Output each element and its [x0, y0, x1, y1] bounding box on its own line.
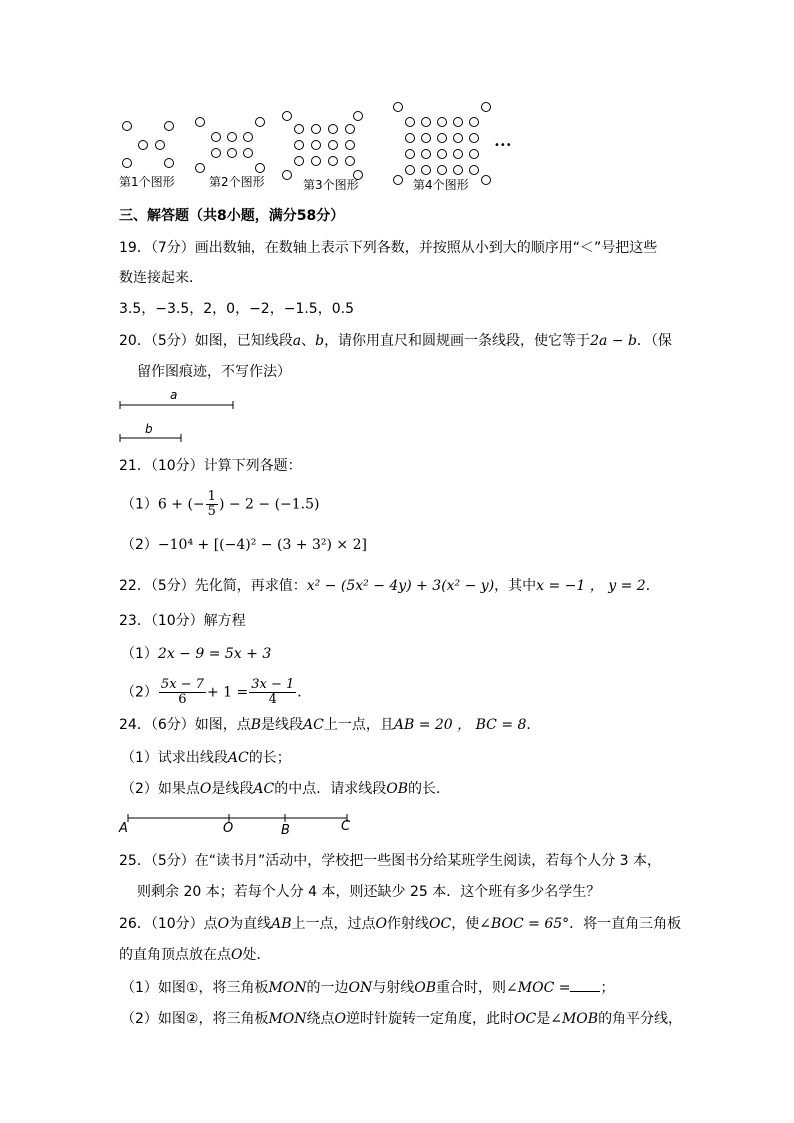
q26-part1	[121, 977, 614, 998]
pattern-dot	[312, 157, 321, 166]
q26-O3: O	[231, 947, 243, 963]
q26-p2-c: 逆时针旋转一定角度，此时	[346, 1011, 515, 1027]
q26-line2a: 的直角顶点放在点	[119, 947, 231, 963]
q26-part2	[121, 1009, 682, 1029]
q21-part1	[121, 490, 320, 519]
q20-expr: 2a − b	[590, 333, 637, 349]
q26-OC: OC	[429, 916, 452, 932]
pattern-dot	[156, 141, 165, 150]
q22-cond: x = −1 ， y = 2	[536, 578, 646, 594]
q25-line1: 25．（5分）在“读书月”活动中，学校把一些图书分给某班学生阅读，若每个人分 3 本，	[119, 853, 662, 869]
pattern-dot	[454, 118, 463, 127]
pattern-dot	[438, 150, 447, 159]
q23-p1-expr: 2x − 9 = 5x + 3	[157, 646, 272, 662]
q21-part2	[121, 535, 367, 555]
pattern-dot	[228, 133, 237, 142]
point-C-label: C	[341, 819, 351, 834]
q23-line: 23．（10分）解方程	[119, 613, 246, 629]
q21-p1-num: 1	[207, 489, 216, 504]
q26-O2: O	[375, 916, 388, 932]
q26-p2-OC: OC	[514, 1011, 537, 1027]
q26-AB: AB	[271, 916, 292, 932]
pattern-dot	[422, 118, 431, 127]
q20-text-b: ，请你用直尺和圆规画一条线段，使它等于	[324, 333, 591, 349]
q20-text-c: ．（保	[636, 333, 672, 349]
q26-p1-a: （1）如图①，将三角板	[121, 980, 269, 996]
pattern-dot	[354, 112, 363, 121]
pattern-dot	[422, 150, 431, 159]
pattern-dot	[212, 149, 221, 158]
q26-p2-e: 的角平分线，	[598, 1011, 683, 1027]
q19-numbers: 3.5，−3.5，2，0，−2，−1.5，0.5	[119, 301, 354, 317]
q26-p2-MON: MON	[268, 1011, 307, 1027]
pattern-dot	[212, 133, 221, 142]
q24-B: B	[250, 717, 262, 733]
pattern-dot	[470, 118, 479, 127]
q20-line1	[119, 331, 672, 351]
q26-p1-e: ；	[600, 980, 615, 996]
q26-p2-a: （2）如图②，将三角板	[121, 1011, 269, 1027]
pattern-dot	[482, 103, 491, 112]
pattern-dot	[256, 164, 265, 173]
pattern-dot	[244, 133, 253, 142]
dot-pattern-figure	[0, 0, 794, 200]
q23-p2-den2: 4	[268, 692, 277, 707]
pattern-dot	[312, 125, 321, 134]
q26-p1-OB: OB	[414, 980, 437, 996]
q20-var-a: a	[292, 333, 302, 349]
q24-p2-OB: OB	[386, 781, 408, 797]
q20-segments	[115, 385, 255, 445]
q26-p1-MON: MON	[268, 980, 307, 996]
q24-part1	[121, 748, 291, 768]
q24-segment-figure	[115, 810, 375, 840]
q21-p1-den: 5	[207, 504, 216, 519]
point-B-label: B	[281, 823, 290, 838]
pattern-dot	[346, 141, 355, 150]
pattern-dot	[470, 166, 479, 175]
q25-line2: 则剩余 20 本；若每个人分 4 本，则还缺少 25 本．这个班有多少名学生？	[137, 884, 601, 900]
pattern-dot	[139, 141, 148, 150]
pattern-dot	[406, 166, 415, 175]
q24-p1-AC: AC	[227, 750, 249, 766]
q23-p1-label: （1）	[121, 646, 158, 662]
q21-line: 21．（10分）计算下列各题：	[119, 458, 302, 474]
q23-p2-frac2	[249, 678, 296, 707]
q22-a: 22．（5分）先化简，再求值：	[119, 578, 307, 594]
q26-p2-b: 绕点	[306, 1011, 335, 1027]
pattern-dot	[329, 125, 338, 134]
q26-p1-c: 与射线	[372, 980, 415, 996]
q21-p1-fraction	[206, 490, 218, 519]
pattern-dot	[454, 166, 463, 175]
q24-p2-a: （2）如果点	[121, 781, 200, 797]
pattern-dot	[283, 112, 292, 121]
q26-p1-b: 的一边	[306, 980, 349, 996]
q24-end: ．	[526, 717, 541, 733]
q23-part1	[121, 644, 271, 664]
q23-p2-end: ．	[297, 684, 312, 701]
pattern-dot	[228, 149, 237, 158]
q26-O: O	[217, 916, 230, 932]
segment-a-label: a	[170, 388, 178, 402]
q26-p1-angle: ∠MOC =	[506, 980, 571, 996]
pattern-dot	[329, 157, 338, 166]
q24-p2-b: 是线段	[211, 781, 254, 797]
q26-angle: ∠BOC = 65°	[479, 916, 570, 932]
q19-line2: 数连接起来．	[119, 270, 203, 286]
pattern-dot	[329, 141, 338, 150]
pattern-dot	[454, 150, 463, 159]
pattern-dot	[123, 122, 132, 131]
figure-label-3: 第3个图形	[303, 178, 359, 192]
q24-a: 24．（6分）如图，点	[119, 717, 251, 733]
pattern-dot	[123, 159, 132, 168]
pattern-dot	[422, 134, 431, 143]
pattern-dot	[406, 118, 415, 127]
q20-text-a: 20．（5分）如图，已知线段	[119, 333, 293, 349]
pattern-dot	[244, 149, 253, 158]
q23-part2	[121, 678, 311, 707]
q23-p2-num1: 5x − 7	[160, 677, 204, 692]
q22-line	[119, 576, 660, 596]
q19-line1: 19．（7分）画出数轴，在数轴上表示下列各数，并按照从小到大的顺序用“＜”号把这些	[119, 240, 658, 256]
q26-l1f: ．将一直角三角板	[569, 916, 682, 932]
point-O-label: O	[223, 821, 234, 836]
pattern-dot	[482, 176, 491, 185]
q23-p2-mid: + 1 =	[206, 684, 249, 701]
pattern-dot	[196, 118, 205, 127]
q20-sep: 、	[301, 333, 316, 349]
q24-part2	[121, 779, 450, 799]
q21-p1-b: ) − 2 − (−1.5)	[218, 496, 320, 513]
ellipsis: •••	[494, 140, 512, 151]
q26-line1	[119, 914, 681, 934]
q24-c: 上一点，且	[323, 717, 394, 733]
q26-p1-answer-blank[interactable]	[570, 977, 600, 992]
q23-p2-frac1	[159, 678, 206, 707]
q24-p1-b: 的长；	[248, 750, 291, 766]
q24-cond: AB = 20 ， BC = 8	[393, 717, 527, 733]
q26-l1e: ，使	[451, 916, 480, 932]
pattern-dot	[312, 141, 321, 150]
pattern-dot	[454, 134, 463, 143]
q26-l1a: 26．（10分）点	[119, 916, 218, 932]
q21-p2-label: （2）	[121, 537, 158, 553]
q24-p2-c: 的中点．请求线段	[274, 781, 387, 797]
pattern-dot	[346, 157, 355, 166]
pattern-dot	[438, 134, 447, 143]
q26-l1d: 作射线	[387, 916, 430, 932]
pattern-dot	[256, 118, 265, 127]
q24-p2-d: 的长．	[408, 781, 450, 797]
q23-p2-den1: 6	[178, 692, 187, 707]
figure-label-2: 第2个图形	[209, 175, 265, 189]
pattern-dot	[346, 125, 355, 134]
pattern-dot	[295, 141, 304, 150]
q22-b: ，其中	[494, 578, 537, 594]
q24-p2-AC: AC	[253, 781, 275, 797]
pattern-dot	[196, 164, 205, 173]
pattern-dot	[394, 103, 403, 112]
segment-b-label: b	[145, 422, 153, 436]
pattern-dot	[165, 122, 174, 131]
q24-p2-O: O	[199, 781, 212, 797]
pattern-dot	[406, 150, 415, 159]
q24-p1-a: （1）试求出线段	[121, 750, 228, 766]
pattern-dot	[394, 176, 403, 185]
q26-p1-ON: ON	[348, 980, 373, 996]
q21-p2-expr: −10⁴ + [(−4)² − (3 + 3²) × 2]	[157, 537, 367, 553]
q23-p2-num2: 3x − 1	[251, 677, 295, 692]
q23-p2-label: （2）	[121, 684, 158, 701]
q22-expr: x² − (5x² − 4y) + 3(x² − y)	[306, 578, 495, 594]
q24-line	[119, 715, 540, 735]
pattern-dot	[470, 150, 479, 159]
pattern-dot	[438, 118, 447, 127]
section-header: 三、解答题（共8小题，满分58分）	[119, 208, 345, 224]
q26-p2-angle: ∠MOB	[550, 1011, 599, 1027]
point-A-label: A	[119, 821, 128, 836]
pattern-dot	[165, 159, 174, 168]
q26-l1b: 为直线	[229, 916, 272, 932]
q26-line2b: 处．	[242, 947, 271, 963]
pattern-dot	[406, 134, 415, 143]
q21-p1-label: （1）	[121, 496, 158, 513]
q26-p2-d: 是	[536, 1011, 551, 1027]
q24-b: 是线段	[261, 717, 304, 733]
q26-p1-d: 重合时，则	[436, 980, 507, 996]
pattern-dot	[295, 157, 304, 166]
q26-l1c: 上一点，过点	[291, 916, 376, 932]
pattern-dot	[470, 134, 479, 143]
q24-AC: AC	[303, 717, 324, 733]
q20-var-b: b	[315, 333, 325, 349]
q26-line2	[119, 945, 270, 965]
q22-end: ．	[645, 578, 660, 594]
q21-p1-a: 6 + (−	[157, 496, 205, 513]
pattern-dot	[422, 166, 431, 175]
pattern-dot	[438, 166, 447, 175]
figure-label-4: 第4个图形	[413, 178, 469, 192]
q20-line2: 留作图痕迹，不写作法）	[137, 364, 291, 380]
q26-p2-O: O	[334, 1011, 347, 1027]
figure-label-1: 第1个图形	[119, 175, 175, 189]
pattern-dot	[283, 171, 292, 180]
pattern-dot	[295, 125, 304, 134]
